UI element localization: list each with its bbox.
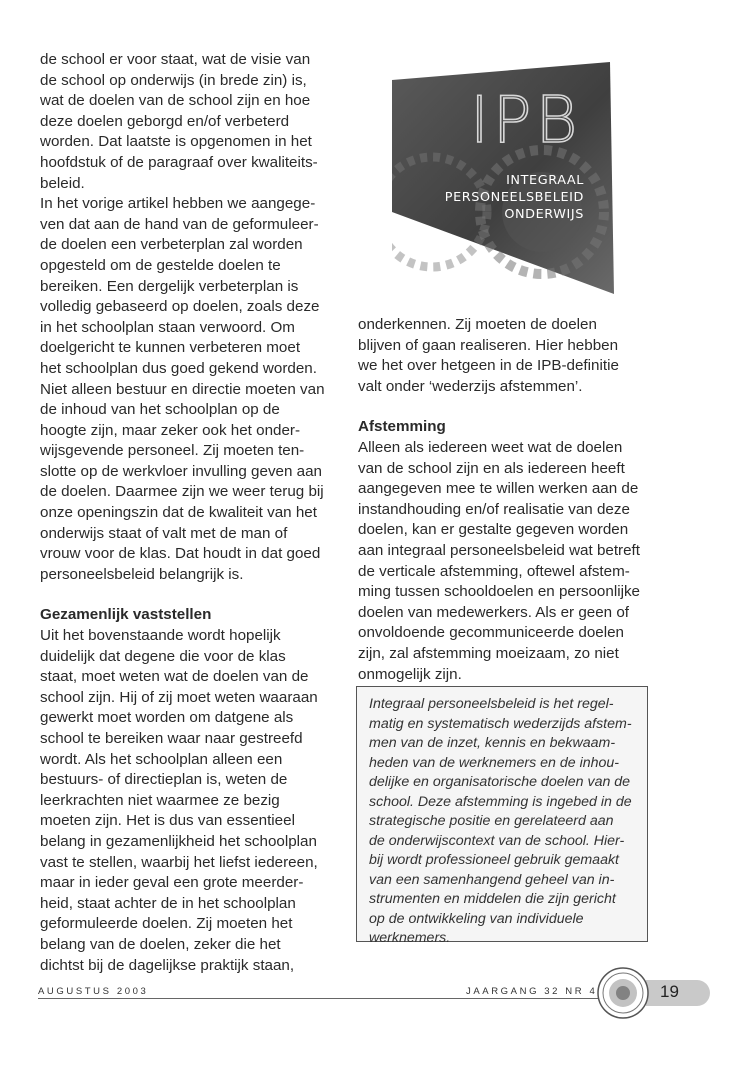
footer-date: AUGUSTUS 2003 <box>38 986 149 997</box>
ipb-logo-letters: IPB <box>470 84 582 158</box>
logo-line-personeelsbeleid: PERSONEELSBELEID <box>444 190 584 205</box>
definition-box <box>356 686 648 946</box>
left-column <box>40 50 345 976</box>
page-number: 19 <box>660 982 679 1001</box>
definition-text: Integraal personeelsbeleid is het regel- matig en systematisch wederzijds afstem- men van de inzet, kennis en bekwaam- heden van de werknemers en de inhou- delijke en organisatorische doelen van de school. Deze afstemming is ingebed in de strategische positie en gerelateerd aan de onderwijscontext van de school. Hier- bij wordt professioneel gebruik gemaakt van een samenhangend geheel van in- strumenten en middelen die zijn gericht op de ontwikkeling van individuele werknemers. <box>369 696 632 946</box>
ipb-logo-caption <box>445 172 584 223</box>
right-paragraph-1: onderkennen. Zij moeten de doelen blijven of gaan realiseren. Hier hebben we het over hetgeen in de IPB-definitie valt onder ‘wederzijs afstemmen’. <box>358 316 619 395</box>
footer-volume: JAARGANG 32 NR 4 <box>466 986 598 997</box>
footer-rule <box>38 998 598 999</box>
seal-icon <box>596 966 650 1020</box>
left-paragraph-3: Uit het bovenstaande wordt hopelijk duidelijk dat degene die voor de klas staat, moet weten wat de doelen van de school zijn. Hij of zij moet weten waaraan gewerkt moet worden om datgene als school te bereiken waar naar gestreefd wordt. Als het schoolplan alleen een bestuurs- of directieplan is, weten de leerkrachten niet waarmee ze bezig moeten zijn. Het is dus van essentieel belang in gezamenlijkheid het schoolplan vast te stellen, waarbij het liefst iedereen, maar in ieder geval een grote meerder- heid, staat achter de in het schoolplan geformuleerde doelen. Zij moeten het belang van de doelen, zeker die het dichtst bij de dagelijkse praktijk staan, <box>40 627 318 974</box>
left-paragraph-1: de school er voor staat, wat de visie van de school op onderwijs (in brede zin) is, wat de doelen van de school zijn en hoe deze doelen geborgd en/of verbeterd worden. Dat laatste is opgenomen in het hoofdstuk of de paragraaf over kwaliteits- beleid. <box>40 51 318 192</box>
right-column <box>358 315 658 685</box>
left-paragraph-2: In het vorige artikel hebben we aangege- ven dat aan de hand van de geformuleer- de doelen een verbeterplan zal worden opgesteld om de gestelde doelen te bereiken. Een dergelijk verbeterplan is volledig gebaseerd op doelen, zoals deze in het schoolplan staan verwoord. Om doelgericht te kunnen verbeteren moet het schoolplan dus goed gekend worden. Niet alleen bestuur en directie moeten van de inhoud van het schoolplan op de hoogte zijn, maar zeker ook het onder- wijsgevende personeel. Zij moeten ten- slotte op de werkvloer invulling geven aan de doelen. Daarmee zijn we weer terug bij onze openingszin dat de kwaliteit van het onderwijs staat of valt met de man of vrouw voor de klas. Dat houdt in dat goed personeelsbeleid belangrijk is. <box>40 195 325 583</box>
logo-line-integraal: INTEGRAAL <box>506 173 584 188</box>
ipb-logo <box>392 62 614 294</box>
section-heading-afstemming: Afstemming <box>358 418 446 436</box>
section-heading-gezamenlijk: Gezamenlijk vaststellen <box>40 606 212 624</box>
logo-line-onderwijs: ONDERWIJS <box>504 207 584 222</box>
right-paragraph-2: Alleen als iedereen weet wat de doelen van de school zijn en als iedereen heeft aangegeven mee te willen werken aan de instandhouding en/of realisatie van deze doelen, kan er gestalte gegeven worden aan integraal personeelsbeleid wat betreft de verticale afstemming, oftewel afstem- ming tussen schooldoelen en persoonlijke doelen van medewerkers. Als er geen of onvoldoende gecommuniceerde doelen zijn, zal afstemming moeizaam, zo niet onmogelijk zijn. <box>358 438 640 683</box>
